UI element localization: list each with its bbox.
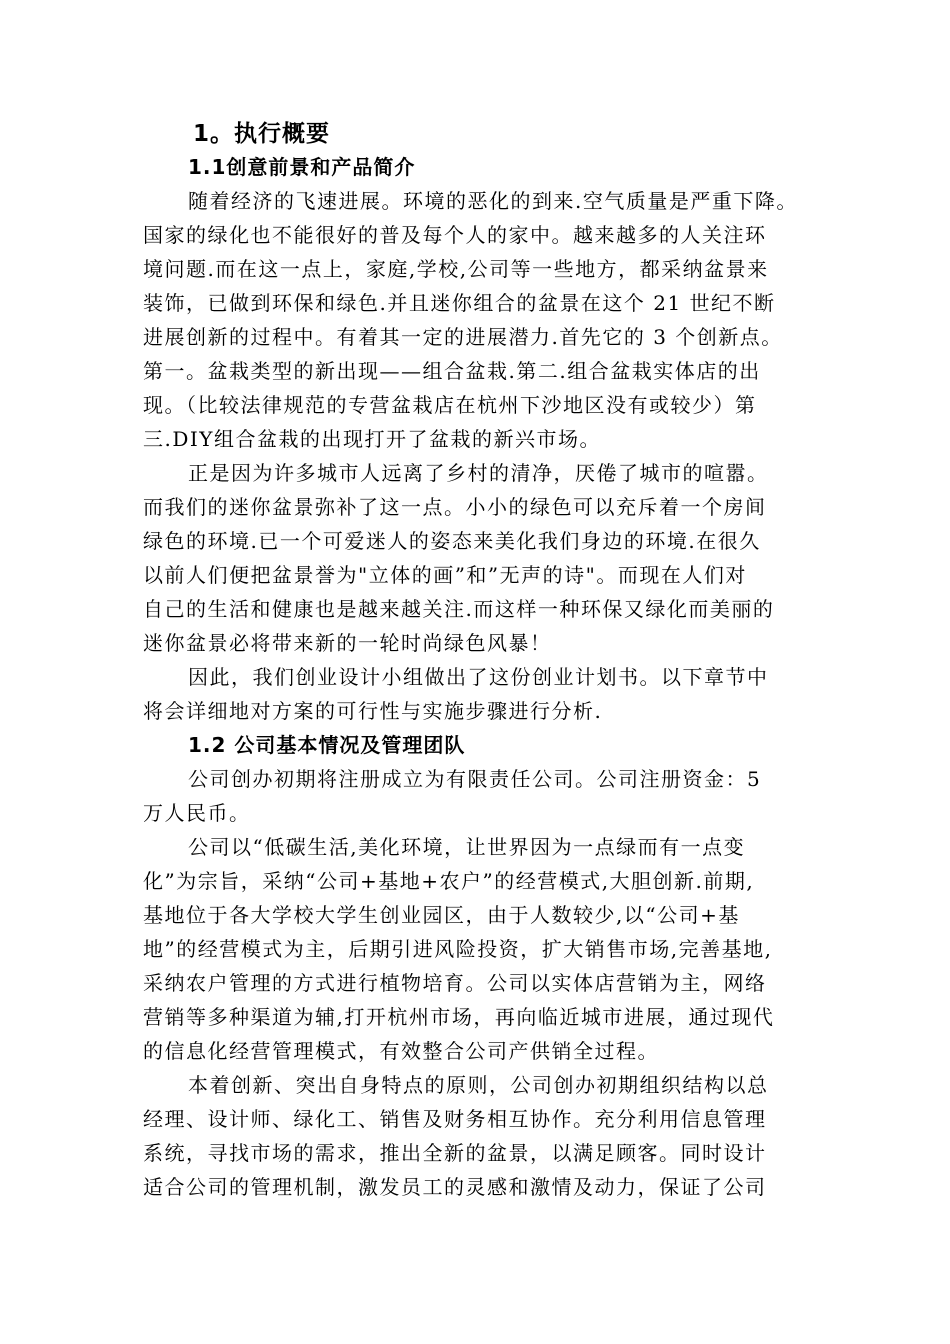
paragraph-line: 国家的绿化也不能很好的普及每个人的家中。越来越多的人关注环 bbox=[143, 223, 767, 247]
subsection-heading-company-team: 1.2 公司基本情况及管理团队 bbox=[188, 733, 466, 757]
paragraph-line: 公司以“低碳生活,美化环境，让世界因为一点绿而有一点变 bbox=[188, 835, 746, 859]
paragraph-line: 经理、设计师、绿化工、销售及财务相互协作。充分利用信息管理 bbox=[143, 1107, 767, 1131]
paragraph-line: 万人民币。 bbox=[143, 801, 251, 825]
paragraph-line: 地”的经营模式为主，后期引进风险投资，扩大销售市场,完善基地, bbox=[143, 937, 773, 961]
paragraph-line: 随着经济的飞速进展。环境的恶化的到来.空气质量是严重下降。 bbox=[188, 189, 798, 213]
paragraph-line: 以前人们便把盆景誉为"立体的画”和”无声的诗"。而现在人们对 bbox=[143, 563, 747, 587]
paragraph-line: 迷你盆景必将带来新的一轮时尚绿色风暴！ bbox=[143, 631, 552, 655]
paragraph-line: 本着创新、突出自身特点的原则，公司创办初期组织结构以总 bbox=[188, 1073, 769, 1097]
paragraph-line: 基地位于各大学校大学生创业园区，由于人数较少,以“公司+基 bbox=[143, 903, 740, 927]
paragraph-line: 的信息化经营管理模式，有效整合公司产供销全过程。 bbox=[143, 1039, 659, 1063]
paragraph-line: 现。（比较法律规范的专营盆栽店在杭州下沙地区没有或较少）第 bbox=[143, 393, 757, 417]
paragraph-line: 装饰，已做到环保和绿色.并且迷你组合的盆景在这个 21 世纪不断 bbox=[143, 291, 776, 315]
paragraph-organization bbox=[143, 1068, 823, 1204]
paragraph-line: 系统，寻找市场的需求，推出全新的盆景，以满足顾客。同时设计 bbox=[143, 1141, 767, 1165]
paragraph-business-plan bbox=[143, 660, 823, 728]
paragraph-intro bbox=[143, 184, 823, 456]
paragraph-registration bbox=[143, 762, 823, 830]
paragraph-line: 因此，我们创业设计小组做出了这份创业计划书。以下章节中 bbox=[188, 665, 769, 689]
paragraph-line: 第一。盆栽类型的新出现——组合盆栽.第二.组合盆栽实体店的出 bbox=[143, 359, 761, 383]
paragraph-line: 进展创新的过程中。有着其一定的进展潜力.首先它的 3 个创新点。 bbox=[143, 325, 783, 349]
paragraph-line: 公司创办初期将注册成立为有限责任公司。公司注册资金：5 bbox=[188, 767, 762, 791]
paragraph-line: 营销等多种渠道为辅,打开杭州市场，再向临近城市进展，通过现代 bbox=[143, 1005, 775, 1029]
paragraph-line: 适合公司的管理机制，激发员工的灵感和激情及动力，保证了公司 bbox=[143, 1175, 767, 1199]
paragraph-line: 化”为宗旨，采纳“公司+基地+农户”的经营模式,大胆创新.前期, bbox=[143, 869, 755, 893]
section-heading-executive-summary: 1。执行概要 bbox=[193, 121, 331, 147]
subsection-heading-creative-prospects: 1.1创意前景和产品简介 bbox=[188, 155, 416, 179]
document-body bbox=[143, 118, 823, 1204]
paragraph-line: 三.DIY组合盆栽的出现打开了盆栽的新兴市场。 bbox=[143, 427, 601, 451]
paragraph-line: 将会详细地对方案的可行性与实施步骤进行分析. bbox=[143, 699, 603, 723]
paragraph-line: 自己的生活和健康也是越来越关注.而这样一种环保又绿化而美丽的 bbox=[143, 597, 775, 621]
paragraph-business-model bbox=[143, 830, 823, 1068]
paragraph-line: 采纳农户管理的方式进行植物培育。公司以实体店营销为主，网络 bbox=[143, 971, 767, 995]
paragraph-city-people bbox=[143, 456, 823, 660]
paragraph-line: 正是因为许多城市人远离了乡村的清净，厌倦了城市的喧嚣。 bbox=[188, 461, 769, 485]
paragraph-line: 境问题.而在这一点上，家庭,学校,公司等一些地方，都采纳盆景来 bbox=[143, 257, 769, 281]
paragraph-line: 绿色的环境.已一个可爱迷人的姿态来美化我们身边的环境.在很久 bbox=[143, 529, 761, 553]
paragraph-line: 而我们的迷你盆景弥补了这一点。小小的绿色可以充斥着一个房间 bbox=[143, 495, 767, 519]
